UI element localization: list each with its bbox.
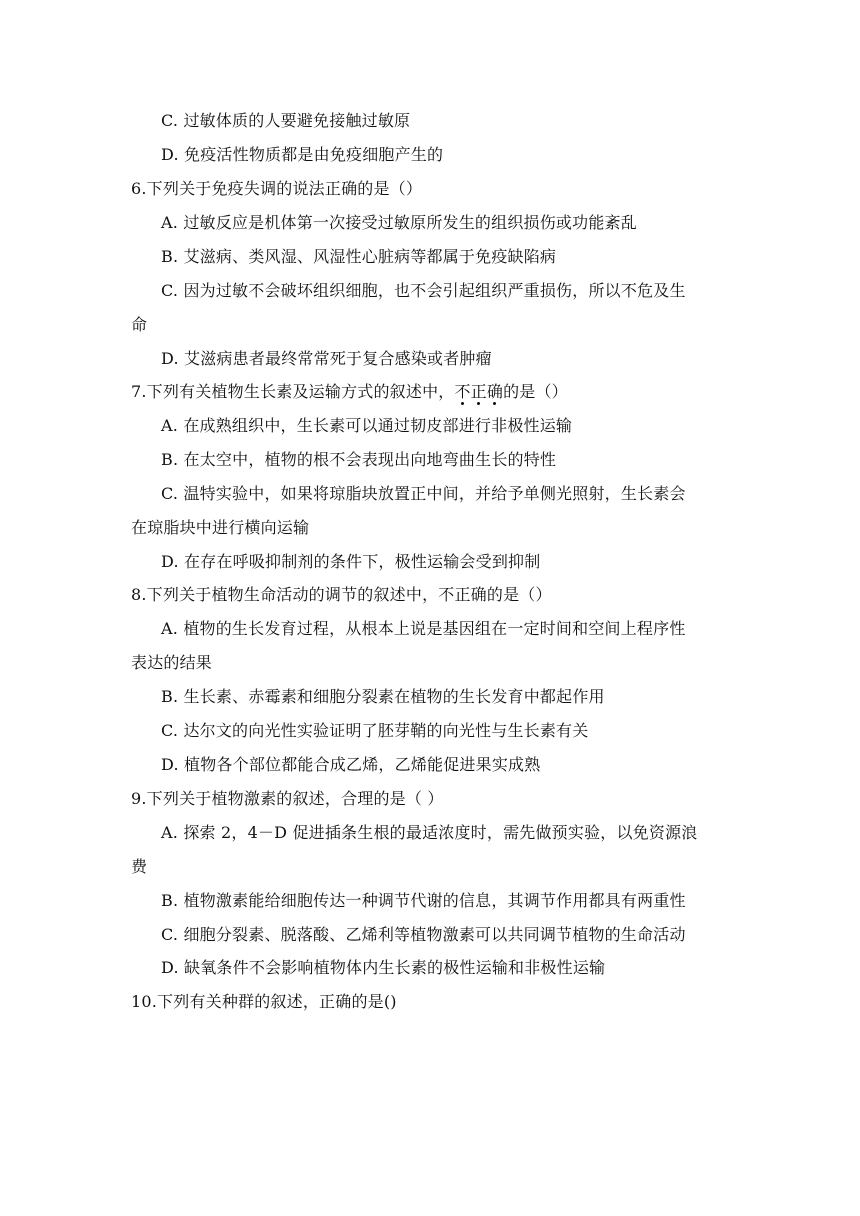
q9-option-a-continued: 费: [131, 857, 148, 876]
q8-option-a: A. 植物的生长发育过程，从根本上说是基因组在一定时间和空间上程序性: [161, 619, 686, 638]
q9-option-d: D. 缺氧条件不会影响植物体内生长素的极性运输和非极性运输: [161, 958, 606, 977]
question-8-stem: 8.下列关于植物生命活动的调节的叙述中，不正确的是（）: [131, 585, 552, 604]
q8-option-b: B. 生长素、赤霉素和细胞分裂素在植物的生长发育中都起作用: [161, 687, 605, 706]
question-10-stem: 10.下列有关种群的叙述，正确的是(): [131, 992, 397, 1011]
emphasis-char: 正: [470, 382, 487, 401]
q8-option-d: D. 植物各个部位都能合成乙烯，乙烯能促进果实成熟: [161, 755, 541, 774]
q7-option-b: B. 在太空中，植物的根不会表现出向地弯曲生长的特性: [161, 450, 557, 469]
q6-option-c-continued: 命: [131, 315, 148, 334]
emphasis-char: 不: [454, 382, 471, 401]
q5-option-c: C. 过敏体质的人要避免接触过敏原: [161, 111, 411, 130]
emphasis-char: 确: [486, 382, 504, 401]
q5-option-d: D. 免疫活性物质都是由免疫细胞产生的: [161, 145, 444, 164]
q9-option-a: A. 探索 2，4－D 促进插条生根的最适浓度时，需先做预实验，以免资源浪: [161, 823, 698, 842]
question-9-stem: 9.下列关于植物激素的叙述，合理的是（ ）: [131, 789, 444, 808]
question-7-stem: 7.下列有关植物生长素及运输方式的叙述中，不正确的是（）: [131, 382, 568, 401]
q6-option-a: A. 过敏反应是机体第一次接受过敏原所发生的组织损伤或功能紊乱: [161, 213, 637, 232]
q6-option-b: B. 艾滋病、类风湿、风湿性心脏病等都属于免疫缺陷病: [161, 247, 557, 266]
q6-option-d: D. 艾滋病患者最终常常死于复合感染或者肿瘤: [161, 349, 492, 368]
question-6-stem: 6.下列关于免疫失调的说法正确的是（）: [131, 179, 423, 198]
q8-option-c: C. 达尔文的向光性实验证明了胚芽鞘的向光性与生长素有关: [161, 721, 589, 740]
q9-option-c: C. 细胞分裂素、脱落酸、乙烯利等植物激素可以共同调节植物的生命活动: [161, 925, 686, 944]
q8-option-a-continued: 表达的结果: [131, 653, 213, 672]
q7-option-d: D. 在存在呼吸抑制剂的条件下，极性运输会受到抑制: [161, 552, 541, 571]
q7-option-c-continued: 在琼脂块中进行横向运输: [131, 518, 310, 537]
q7-option-a: A. 在成熟组织中，生长素可以通过韧皮部进行非极性运输: [161, 416, 573, 435]
q7-option-c: C. 温特实验中，如果将琼脂块放置正中间，并给予单侧光照射，生长素会: [161, 484, 686, 503]
q9-option-b: B. 植物激素能给细胞传达一种调节代谢的信息，其调节作用都具有两重性: [161, 891, 686, 910]
q6-option-c: C. 因为过敏不会破坏组织细胞，也不会引起组织严重损伤，所以不危及生: [161, 281, 686, 300]
